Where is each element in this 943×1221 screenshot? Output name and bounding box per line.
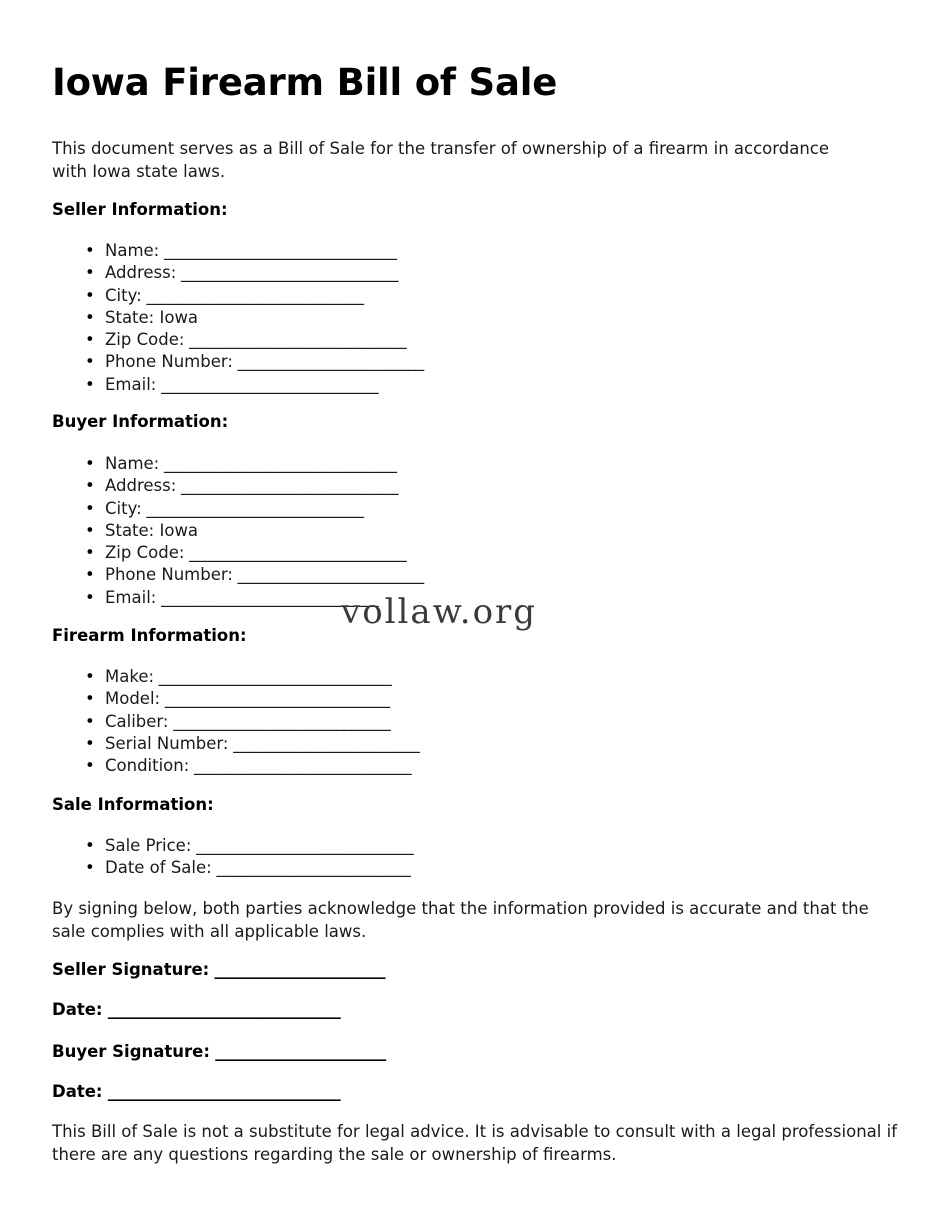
fill-in-rule[interactable]: ______________________________ [102, 1000, 341, 1019]
list-item [85, 262, 424, 284]
field-value: Iowa [154, 520, 199, 540]
field-label: State: [105, 520, 155, 540]
fill-in-rule[interactable]: ________________________ [228, 733, 420, 753]
fill-in-rule[interactable]: ______________________ [209, 960, 385, 979]
field-label: Phone Number: [105, 352, 233, 372]
section-heading-seller: Seller Information: [52, 200, 228, 219]
list-item [85, 857, 413, 879]
list-item [85, 285, 424, 307]
fill-in-rule[interactable]: ____________________________ [189, 756, 412, 776]
field-label: Name: [105, 241, 160, 260]
list-item [85, 520, 424, 542]
buyer-signature-line [52, 1042, 386, 1061]
intro-paragraph: This document serves as a Bill of Sale for the transfer of ownership of a firearm in accordance with Iowa state laws. [52, 139, 830, 182]
field-label: Zip Code: [105, 330, 185, 350]
fill-in-rule[interactable]: ____________________________ [184, 543, 407, 563]
fill-in-rule[interactable]: ____________________________ [176, 476, 399, 496]
list-item [85, 835, 413, 857]
list-item [85, 755, 419, 777]
field-value: Iowa [154, 307, 199, 327]
fill-in-rule[interactable]: ____________________________ [168, 711, 391, 731]
field-list-buyer [85, 453, 424, 609]
page-title: Iowa Firearm Bill of Sale [52, 61, 558, 104]
fill-in-rule[interactable]: ________________________ [232, 565, 424, 585]
seller-signature-label: Seller Signature: [52, 960, 210, 979]
list-item [85, 498, 424, 520]
list-item [85, 240, 424, 262]
buyer-signature-label: Buyer Signature: [52, 1042, 210, 1061]
field-label: Date of Sale: [105, 858, 212, 878]
fill-in-rule[interactable]: ______________________________ [159, 241, 397, 260]
field-label: Address: [105, 263, 177, 283]
field-label: City: [105, 285, 142, 305]
seller-signature-line [52, 960, 385, 979]
field-label: Name: [105, 454, 160, 473]
field-label: Address: [105, 476, 177, 496]
section-heading-buyer: Buyer Information: [52, 412, 229, 431]
list-item [85, 542, 424, 564]
fill-in-rule[interactable]: ____________________________ [176, 263, 399, 283]
fill-in-rule[interactable]: ____________________________ [141, 498, 364, 518]
list-item [85, 688, 419, 710]
field-label: Phone Number: [105, 565, 233, 585]
field-label: Model: [105, 689, 161, 709]
list-item [85, 564, 424, 586]
list-item [85, 475, 424, 497]
list-item [85, 711, 419, 733]
field-label: Make: [105, 667, 155, 686]
fill-in-rule[interactable]: _____________________________ [160, 689, 390, 709]
list-item [85, 307, 424, 329]
buyer-date-line [52, 1082, 340, 1101]
field-label: Email: [105, 374, 157, 394]
field-list-seller [85, 240, 424, 396]
field-label: Zip Code: [105, 543, 185, 563]
list-item [85, 351, 424, 373]
fill-in-rule[interactable]: ______________________________ [154, 667, 392, 686]
buyer-date-label: Date: [52, 1082, 103, 1101]
list-item [85, 733, 419, 755]
field-label: State: [105, 307, 155, 327]
field-list-firearm [85, 666, 419, 777]
list-item [85, 587, 424, 609]
fill-in-rule[interactable]: ____________________________ [156, 587, 379, 607]
watermark: vollaw.org [341, 592, 538, 632]
field-label: City: [105, 498, 142, 518]
field-label: Email: [105, 587, 157, 607]
disclaimer-paragraph: This Bill of Sale is not a substitute for legal advice. It is advisable to consult with a legal professional if there are any questions regarding the sale or ownership of firearms. [52, 1122, 897, 1165]
list-item [85, 374, 424, 396]
list-item [85, 329, 424, 351]
field-label: Condition: [105, 756, 190, 776]
field-label: Sale Price: [105, 836, 192, 855]
fill-in-rule[interactable]: ____________________________ [191, 836, 414, 855]
fill-in-rule[interactable]: ____________________________ [156, 374, 379, 394]
list-item [85, 666, 419, 688]
seller-date-line [52, 1000, 340, 1019]
field-label: Serial Number: [105, 733, 229, 753]
signing-statement: By signing below, both parties acknowledge that the information provided is accurate and that the sale complies with all applicable laws. [52, 899, 869, 942]
fill-in-rule[interactable]: _________________________ [211, 858, 411, 878]
fill-in-rule[interactable]: ______________________ [209, 1042, 386, 1061]
fill-in-rule[interactable]: ________________________ [232, 352, 424, 372]
section-heading-firearm: Firearm Information: [52, 626, 247, 645]
fill-in-rule[interactable]: ____________________________ [141, 285, 364, 305]
section-heading-sale: Sale Information: [52, 795, 214, 814]
fill-in-rule[interactable]: ____________________________ [184, 330, 407, 350]
field-label: Caliber: [105, 711, 169, 731]
list-item [85, 453, 424, 475]
seller-date-label: Date: [52, 1000, 103, 1019]
field-list-sale [85, 835, 413, 880]
fill-in-rule[interactable]: ______________________________ [102, 1082, 341, 1101]
fill-in-rule[interactable]: ______________________________ [159, 454, 397, 473]
